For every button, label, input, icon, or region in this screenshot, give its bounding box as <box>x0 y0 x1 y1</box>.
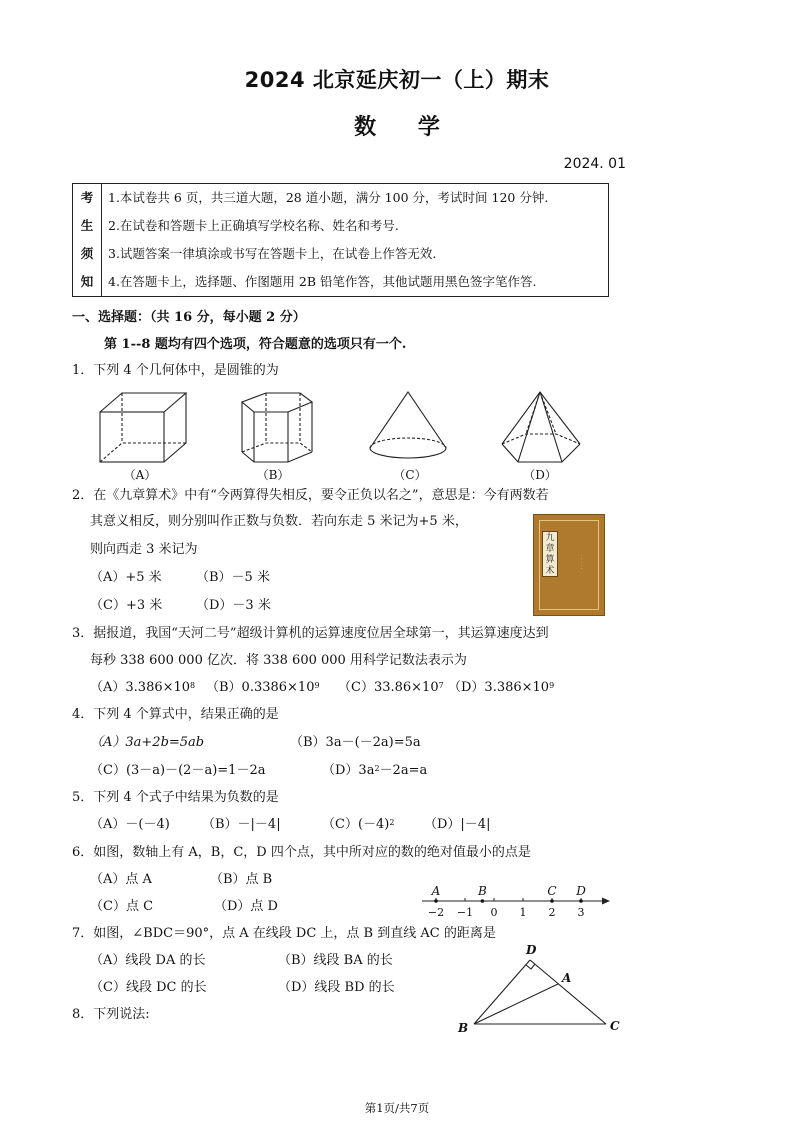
q2-line2: 其意义相反，则分别叫作正数与负数．若向东走 5 米记为+5 米， <box>90 514 468 529</box>
notice-side-char: 知 <box>80 274 94 289</box>
q2-option-c: （C）+3 米 <box>90 598 163 613</box>
q3-option-b <box>206 679 320 697</box>
q2-line1: 2．在《九章算术》中有“今两算得失相反，要令正负以名之”，意思是：今有两数若 <box>72 488 549 503</box>
label-d: D <box>526 943 537 957</box>
q3-option-c-base: （C）33.86×10 <box>338 680 439 695</box>
q2-option-a: （A）+5 米 <box>90 570 162 585</box>
section-heading: 一、选择题：（共 16 分，每小题 2 分） <box>72 310 306 325</box>
book-title: 九章算术 <box>542 531 558 577</box>
q3-option-d-exp: 9 <box>549 681 555 690</box>
q1-label-c: （C） <box>393 468 427 482</box>
point-label-b: B <box>477 884 487 898</box>
point-a <box>434 899 438 903</box>
q4-stem: 4．下列 4 个算式中，结果正确的是 <box>72 707 279 722</box>
arrow-right-icon <box>602 898 610 905</box>
q4-option-c: （C）(3－a)－(2－a)=1－2a <box>90 763 266 778</box>
q6-option-c: （C）点 C <box>90 899 154 914</box>
q5-option-a: （A）－(－4) <box>90 817 170 832</box>
q3-option-d-base: （D）3.386×10 <box>448 680 550 695</box>
label-b: B <box>458 1021 469 1035</box>
label-a: A <box>562 971 572 985</box>
q7-option-d: （D）线段 BD 的长 <box>278 980 395 995</box>
q4-option-d-post: －2a=a <box>379 763 428 778</box>
segment-bd <box>474 960 530 1024</box>
notice-side-char: 考 <box>80 190 94 205</box>
q6-option-d: （D）点 D <box>214 899 278 914</box>
point-b <box>481 899 485 903</box>
cone-figure <box>370 392 446 458</box>
q3-option-c <box>338 679 444 697</box>
q7-option-b: （B）线段 BA 的长 <box>278 953 393 968</box>
right-angle-mark <box>526 964 535 969</box>
q1-label-d: （D） <box>523 468 557 482</box>
point-c <box>550 899 554 903</box>
notice-side-char: 须 <box>80 246 94 261</box>
q8-stem: 8．下列说法: <box>72 1007 150 1022</box>
q3-option-b-base: （B）0.3386×10 <box>206 680 315 695</box>
q6-stem: 6．如图，数轴上有 A，B，C，D 四个点，其中所对应的数的绝对值最小的点是 <box>72 845 531 860</box>
q5-option-c-exp: 2 <box>389 818 395 827</box>
q5-option-b: （B）－|－4| <box>202 817 281 832</box>
q7-option-c: （C）线段 DC 的长 <box>90 980 207 995</box>
point-d <box>579 899 583 903</box>
axis-tick-label: 2 <box>548 906 556 919</box>
cube-figure <box>100 393 186 462</box>
point-label-a: A <box>431 884 441 898</box>
q6-option-a: （A）点 A <box>90 872 152 887</box>
q3-option-c-exp: 7 <box>438 681 444 690</box>
notice-rule: 3.试题答案一律填涂或书写在答题卡上，在试卷上作答无效. <box>108 246 437 261</box>
notice-rules <box>102 184 609 297</box>
triangle-figure <box>450 940 630 1040</box>
q2-option-d: （D）－3 米 <box>196 598 271 613</box>
notice-rule: 4.在答题卡上，选择题、作图题用 2B 铅笔作答，其他试题用黑色签字笔作答. <box>108 274 537 289</box>
axis-tick-label: −2 <box>427 906 445 919</box>
q3-line2: 每秒 338 600 000 亿次．将 338 600 000 用科学记数法表示为 <box>90 653 467 668</box>
point-label-d: D <box>576 884 586 898</box>
q5-option-d: （D）|－4| <box>424 817 491 832</box>
q4-option-d-exp: 2 <box>374 764 380 773</box>
q6-option-b: （B）点 B <box>210 872 273 887</box>
q7-stem: 7．如图，∠BDC＝90°，点 A 在线段 DC 上，点 B 到直线 AC 的距离是 <box>72 926 496 941</box>
segment-ba <box>474 984 558 1024</box>
q3-line1: 3．据报道，我国“天河二号”超级计算机的运算速度位居全球第一，其运算速度达到 <box>72 626 549 641</box>
q3-option-a-exp: 8 <box>190 681 196 690</box>
q3-option-b-exp: 9 <box>314 681 320 690</box>
notice-side-char: 生 <box>80 218 94 233</box>
q4-option-a: （A）3a+2b=5ab <box>90 735 205 750</box>
point-label-c: C <box>547 884 557 898</box>
q3-option-d <box>448 679 554 697</box>
q1-stem: 1．下列 4 个几何体中，是圆锥的为 <box>72 363 279 378</box>
axis-tick-label: 3 <box>577 906 585 919</box>
notice-rule: 1.本试卷共 6 页，共三道大题，28 道小题，满分 100 分，考试时间 120 分钟. <box>108 190 549 205</box>
q5-stem: 5．下列 4 个式子中结果为负数的是 <box>72 790 279 805</box>
q1-label-a: （A） <box>123 468 157 482</box>
notice-table <box>72 183 609 297</box>
q2-line3: 则向西走 3 米记为 <box>90 542 198 557</box>
q1-label-b: （B） <box>256 468 290 482</box>
book-cover-image: 九章算术 · · · · · <box>533 514 605 616</box>
axis-tick-label: −1 <box>456 906 474 919</box>
section-instruction: 第 1--8 题均有四个选项，符合题意的选项只有一个. <box>104 337 407 352</box>
q2-option-b: （B）－5 米 <box>196 570 270 585</box>
exam-title: 2024 北京延庆初一（上）期末 <box>244 68 550 92</box>
pyramid-figure <box>502 392 580 462</box>
axis-tick-label: 0 <box>490 906 498 919</box>
exam-date: 2024. 01 <box>563 156 626 172</box>
label-c: C <box>610 1019 620 1033</box>
q4-option-d-pre: （D）3a <box>322 763 375 778</box>
q4-option-b: （B）3a－(－2a)=5a <box>290 735 421 750</box>
q3-option-a-base: （A）3.386×10 <box>90 680 191 695</box>
q7-option-a: （A）线段 DA 的长 <box>90 953 206 968</box>
notice-rule: 2.在试卷和答题卡上正确填写学校名称、姓名和考号. <box>108 218 399 233</box>
number-line-figure <box>418 880 614 920</box>
q1-solid-figures <box>90 390 610 470</box>
q5-option-c <box>322 816 394 834</box>
q3-option-a <box>90 679 195 697</box>
hexagonal-prism-figure <box>242 393 312 462</box>
notice-side-label <box>73 184 102 297</box>
q4-option-d <box>322 762 427 780</box>
exam-subject: 数 学 <box>354 115 440 140</box>
q5-option-c-pre: （C）(－4) <box>322 817 390 832</box>
axis-tick-label: 1 <box>519 906 527 919</box>
page-footer: 第1页/共7页 <box>364 1101 430 1115</box>
